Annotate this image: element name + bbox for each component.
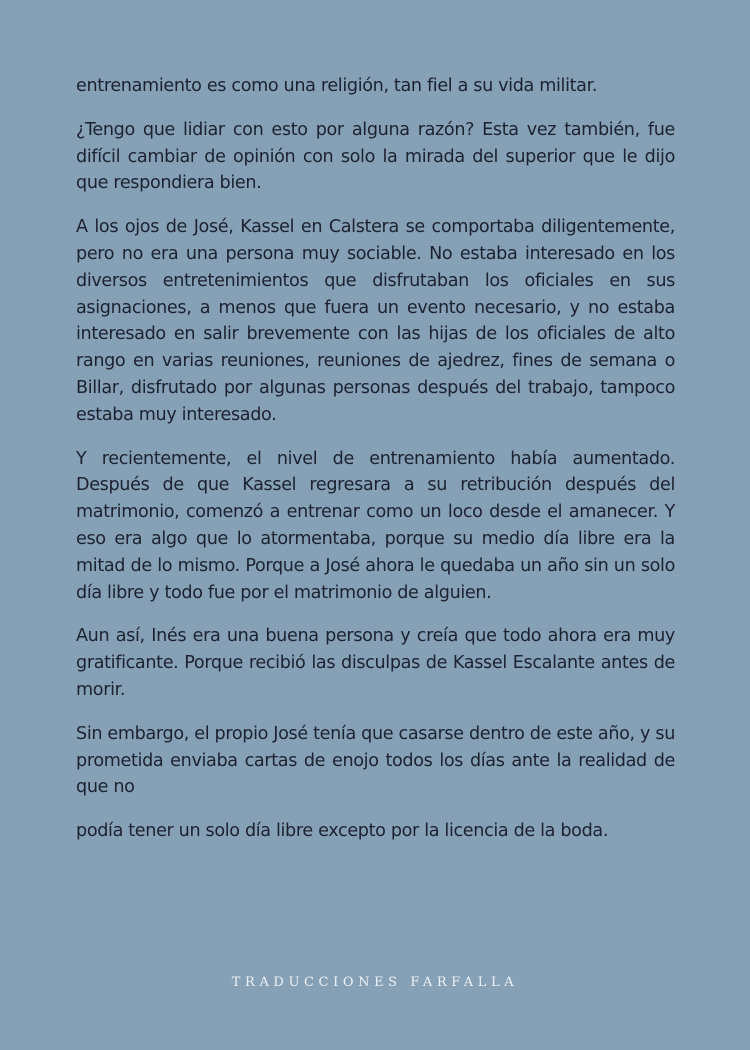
paragraph: entrenamiento es como una religión, tan fiel a su vida militar.	[76, 76, 598, 96]
footer-credit: TRADUCCIONES FARFALLA	[231, 975, 519, 990]
paragraph: Y recientemente, el nivel de entrenamiento había aumentado. Después de que Kassel regresara a su retribución después del matrimonio, comenzó a entrenar como un loco desde el amanecer. Y eso era algo que lo atormentaba, porque su medio día libre era la mitad de lo mismo. Porque a José ahora le quedaba un año sin un solo día libre y todo fue por el matrimonio de alguien.	[76, 448, 675, 603]
document-body	[76, 73, 675, 862]
paragraph: podía tener un solo día libre excepto por la licencia de la boda.	[76, 821, 609, 842]
paragraph: A los ojos de José, Kassel en Calstera se comportaba diligentemente, pero no era una persona muy sociable. No estaba interesado en los diversos entretenimientos que disfrutaban los oficiales en sus asignaciones, a menos que fuera un evento necesario, y no estaba interesado en salir brevemente con las hijas de los oficiales de alto rango en varias reuniones, reuniones de ajedrez, fines de semana o Billar, disfrutado por algunas personas después del trabajo, tampoco estaba muy interesado.	[76, 217, 675, 425]
paragraph: ¿Tengo que lidiar con esto por alguna razón? Esta vez también, fue difícil cambiar de opinión con solo la mirada del superior que le dijo que respondiera bien.	[76, 119, 675, 194]
paragraph: Aun así, Inés era una buena persona y creía que todo ahora era muy gratificante. Porque recibió las disculpas de Kassel Escalante antes de morir.	[76, 626, 675, 700]
paragraph: Sin embargo, el propio José tenía que casarse dentro de este año, y su prometida enviaba cartas de enojo todos los días ante la realidad de que no	[76, 723, 675, 798]
